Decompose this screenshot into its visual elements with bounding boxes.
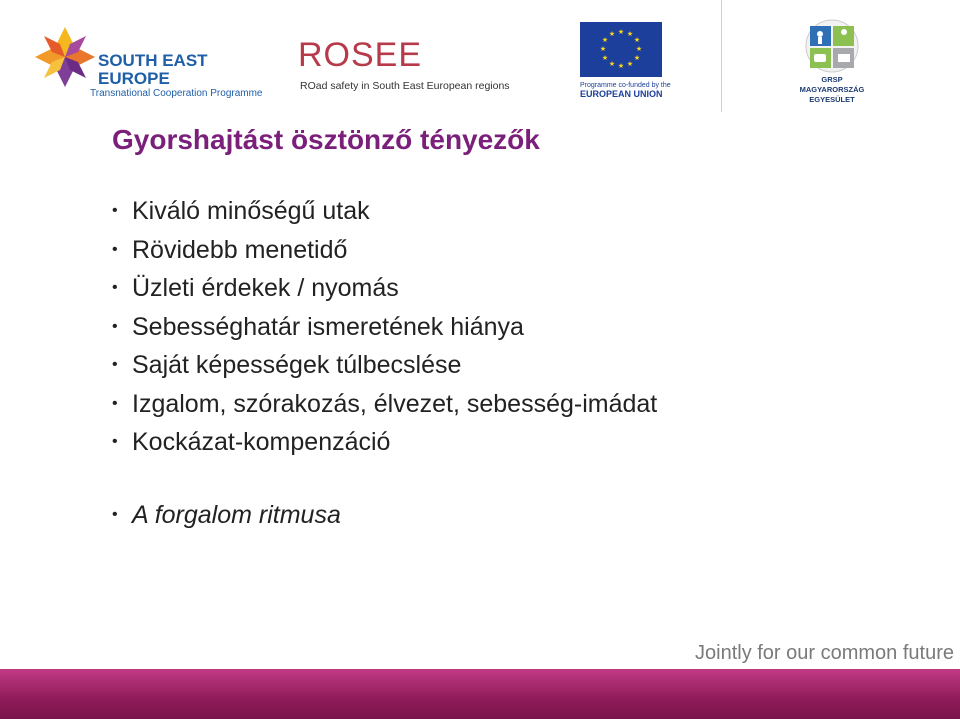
eu-logo-caption: Programme co-funded by the EUROPEAN UNION	[580, 82, 671, 99]
bullet-item: • Kockázat-kompenzáció	[112, 423, 657, 462]
footer-bar	[0, 669, 960, 719]
footer-tagline: Jointly for our common future	[695, 642, 954, 664]
svg-text:★: ★	[626, 30, 634, 38]
rosee-logo-title: ROSEE	[298, 36, 423, 74]
south-east-europe-logo	[30, 22, 263, 102]
flower-icon	[30, 22, 100, 92]
rosee-logo-subtitle: ROad safety in South East European regions	[300, 80, 510, 92]
bullet-icon: •	[112, 279, 118, 296]
svg-text:★: ★	[601, 54, 609, 62]
svg-text:★: ★	[599, 45, 607, 53]
bullet-item: • Saját képességek túlbecslése	[112, 346, 657, 385]
bullet-icon: •	[112, 240, 118, 258]
bullet-item: • Sebességhatár ismeretének hiánya	[112, 308, 657, 347]
bullet-item: • Kiváló minőségű utak	[112, 192, 657, 231]
see-logo-title: SOUTH EAST EUROPE	[98, 51, 208, 88]
svg-text:★: ★	[617, 28, 625, 36]
bullet-list	[112, 192, 657, 462]
bullet-item: • Rövidebb menetidő	[112, 231, 657, 270]
eu-flag-icon	[580, 22, 662, 77]
bullet-icon: •	[112, 317, 118, 335]
bullet-icon: •	[112, 394, 118, 412]
svg-text:★: ★	[608, 60, 616, 68]
grsp-emblem-icon	[802, 18, 862, 73]
svg-text:★: ★	[633, 36, 641, 44]
svg-text:★: ★	[617, 62, 625, 70]
bullet-icon: •	[112, 506, 118, 523]
bullet-item: • Izgalom, szórakozás, élvezet, sebesség-imádat	[112, 385, 657, 424]
svg-text:★: ★	[608, 30, 616, 38]
svg-text:★: ★	[633, 54, 641, 62]
bullet-icon: •	[112, 433, 118, 450]
rosee-logo	[298, 36, 510, 96]
bullet-item-italic: • A forgalom ritmusa	[112, 496, 341, 534]
slide-title: Gyorshajtást ösztönző tényezők	[112, 124, 540, 155]
bullet-icon: •	[112, 202, 118, 219]
grsp-logo	[796, 18, 868, 102]
header-divider	[721, 0, 722, 112]
svg-text:★: ★	[601, 36, 609, 44]
svg-text:★: ★	[635, 45, 643, 53]
svg-text:★: ★	[626, 60, 634, 68]
eu-logo	[580, 22, 670, 102]
grsp-logo-caption: GRSP MAGYARORSZÁG EGYESÜLET	[799, 75, 865, 104]
see-logo-subtitle: Transnational Cooperation Programme	[90, 88, 263, 99]
bullet-item: • Üzleti érdekek / nyomás	[112, 269, 657, 308]
bullet-icon: •	[112, 356, 118, 373]
